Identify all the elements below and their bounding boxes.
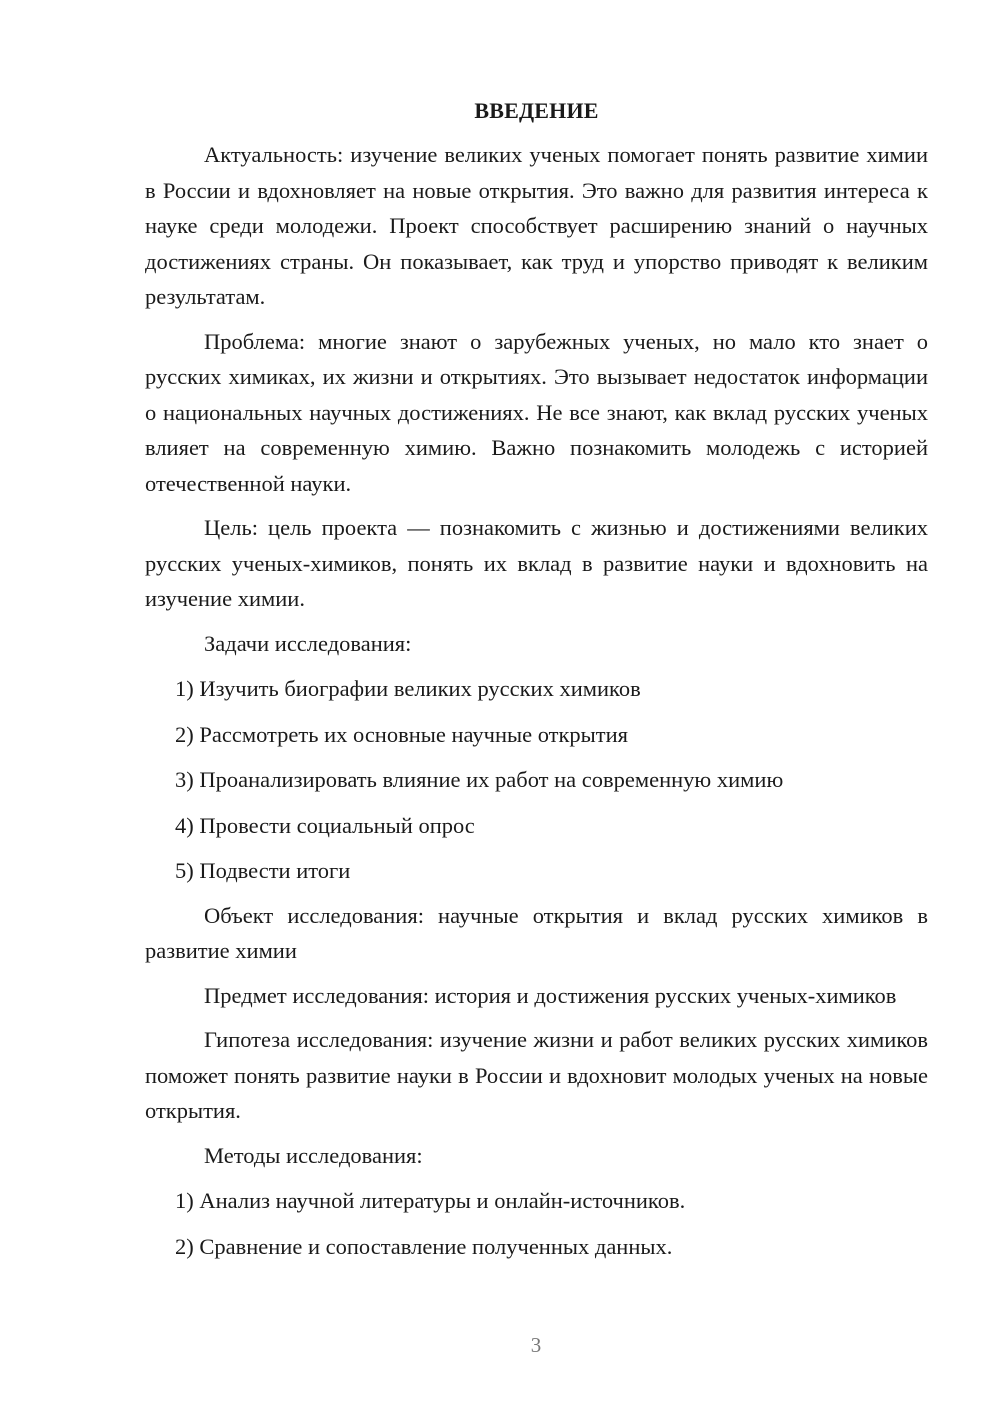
task-item: 4) Провести социальный опрос [175, 812, 475, 838]
task-item: 1) Изучить биографии великих русских химиков [175, 676, 641, 701]
task-item: 2) Рассмотреть их основные научные открытия [175, 721, 629, 747]
section-heading: ВВЕДЕНИЕ [474, 98, 599, 123]
methods-title: Методы исследования: [204, 1142, 423, 1168]
relevance-paragraph: Актуальность: изучение великих ученых помогает понять развитие химии в России и вдохновляет на новые открытия. Это важно для развития интереса к науке среди молодежи. Проект способствует расширению знаний о научных достижениях страны. Он показывает, как труд и упорство приводят к великим результатам. [145, 142, 928, 309]
page-content [145, 93, 928, 1264]
task-item: 3) Проанализировать влияние их работ на современную химию [175, 767, 784, 792]
object-paragraph: Объект исследования: научные открытия и вклад русских химиков в развитие химии [145, 902, 928, 963]
goal-paragraph: Цель: цель проекта — познакомить с жизнью и достижениями великих русских ученых-химиков, понять их вклад в развитие науки и вдохновить на изучение химии. [145, 515, 928, 611]
subject-paragraph: Предмет исследования: история и достижения русских ученых-химиков [204, 982, 897, 1008]
problem-paragraph: Проблема: многие знают о зарубежных ученых, но мало кто знает о русских химиках, их жизни и открытиях. Это вызывает недостаток информации о национальных научных достижениях. Не все знают, как вклад русских ученых влияет на современную химию. Важно познакомить молодежь с историей отечественной науки. [145, 328, 928, 496]
page-number: 3 [530, 1333, 542, 1357]
method-item: 2) Сравнение и сопоставление полученных данных. [175, 1233, 673, 1259]
tasks-title: Задачи исследования: [204, 630, 412, 656]
method-item: 1) Анализ научной литературы и онлайн-источников. [175, 1188, 686, 1213]
task-item: 5) Подвести итоги [175, 858, 351, 883]
hypothesis-paragraph: Гипотеза исследования: изучение жизни и работ великих русских химиков поможет понять развитие науки в России и вдохновит молодых ученых на новые открытия. [145, 1027, 928, 1123]
